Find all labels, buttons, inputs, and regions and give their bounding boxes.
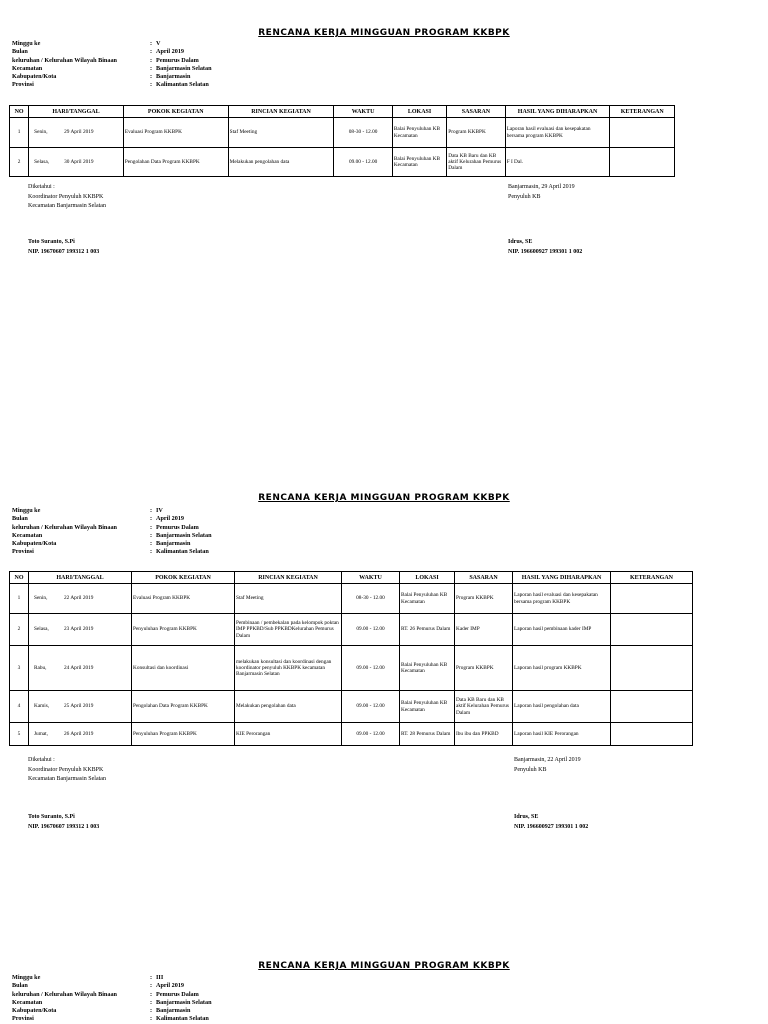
info-label: Kabupaten/Kota — [12, 1007, 57, 1015]
cell-rincian: melakukan konsultasi dan koordinasi dengan koordinator penyuluh KKBPK kecamatan Banjarmasin Selatan — [235, 646, 342, 691]
cell-hasil: Laporan hasil evaluasi dan kesepakatan bersama program KKBPK — [505, 118, 610, 148]
column-header: NO — [10, 572, 29, 584]
cell-keterangan — [611, 646, 693, 691]
column-header: RINCIAN KEGIATAN — [228, 106, 334, 118]
cell-keterangan — [611, 614, 693, 646]
cell-rincian: Staf Meeting — [235, 584, 342, 614]
info-block: Minggu ke : V Bulan : April 2019 keluruhan / Kelurahan Wilayah Binaan : Pemurus Dalam Kecamatan : Banjarmasin Selatan Kabupaten/Kota : Banjarmasin Provinsi : Kalimantan Selatan — [12, 40, 212, 89]
cell-hasil: Laporan hasil pengolahan data — [513, 691, 611, 723]
info-label: Provinsi — [12, 548, 34, 556]
info-value: Banjarmasin Selatan — [156, 64, 212, 72]
column-header: WAKTU — [342, 572, 400, 584]
info-label: Kecamatan — [12, 998, 43, 1006]
cell-pokok: Pengolahan Data Program KKBPK — [132, 691, 235, 723]
cell-sasaran: Data KB Baru dan KB aktif Kelurahan Pemurus Dalam — [447, 148, 505, 177]
cell-no: 2 — [10, 148, 29, 177]
cell-sasaran: Data KB Baru dan KB aktif Kelurahan Pemurus Dalam — [455, 691, 513, 723]
cell-lokasi: RT. 26 Pemurus Dalam — [400, 614, 455, 646]
table-row — [10, 723, 693, 746]
cell-waktu: 08-30 - 12.00 — [342, 584, 400, 614]
cell-lokasi: Balai Penyuluhan KB Kecamatan — [392, 118, 446, 148]
info-value: April 2019 — [156, 48, 185, 56]
info-value: Banjarmasin — [156, 1007, 191, 1015]
cell-date: Selasa, 23 April 2019 — [29, 614, 132, 646]
column-header: NO — [10, 106, 29, 118]
cell-hasil: Laporan hasil evaluasi dan kesepakatan bersama program KKBPK — [513, 584, 611, 614]
info-value: Kalimantan Selatan — [156, 1015, 209, 1023]
cell-rincian: Pembinaan / pembekalan pada kelompok poktan IMP PPKBD/Sub PPKBDKelurahan Pemurus Dalam — [235, 614, 342, 646]
column-header: SASARAN — [447, 106, 505, 118]
signature-left-name: Toto Suranto, S.Pi NIP. 19670607 199312 1 003 — [28, 814, 100, 830]
cell-waktu: 09.00 - 12.00 — [342, 614, 400, 646]
cell-sasaran: Kader IMP — [455, 614, 513, 646]
cell-rincian: Melakukan pengolahan data — [228, 148, 334, 177]
cell-pokok: Pengolahan Data Program KKBPK — [123, 148, 228, 177]
cell-lokasi: Balai Penyuluhan KB Kecamatan — [400, 584, 455, 614]
info-label: Minggu ke — [12, 974, 41, 981]
column-header: WAKTU — [334, 106, 392, 118]
cell-no: 1 — [10, 584, 29, 614]
info-value: Banjarmasin — [156, 540, 191, 548]
info-label: Bulan — [12, 982, 28, 990]
info-label: Kabupaten/Kota — [12, 73, 57, 81]
table-header-row — [10, 572, 693, 584]
cell-pokok: Evaluasi Program KKBPK — [132, 584, 235, 614]
table-row — [10, 614, 693, 646]
cell-keterangan — [611, 691, 693, 723]
info-value: IV — [156, 507, 163, 514]
info-value: Pemurus Dalam — [156, 56, 199, 64]
cell-sasaran: Program KKBPK — [447, 118, 505, 148]
cell-keterangan — [610, 148, 675, 177]
signature-right: Banjarmasin, 29 April 2019 Penyuluh KB — [508, 184, 575, 200]
column-header: RINCIAN KEGIATAN — [235, 572, 342, 584]
info-value: April 2019 — [156, 982, 185, 990]
info-value: Kalimantan Selatan — [156, 548, 209, 556]
info-value: Pemurus Dalam — [156, 990, 199, 998]
signature-right-name: Idrus, SE NIP. 196600927 199301 1 002 — [508, 239, 583, 255]
page-title: RENCANA KERJA MINGGUAN PROGRAM KKBPK — [258, 493, 510, 503]
signature-right-name: Idrus, SE NIP. 196600927 199301 1 002 — [514, 814, 589, 830]
cell-waktu: 09.00 - 12.00 — [342, 691, 400, 723]
info-label: Provinsi — [12, 1015, 34, 1023]
cell-rincian: KIE Perorangan — [235, 723, 342, 746]
cell-waktu: 09.00 - 12.00 — [342, 723, 400, 746]
info-label: Bulan — [12, 515, 28, 523]
cell-hasil: Laporan hasil KIE Perorangan — [513, 723, 611, 746]
cell-hasil: F I Dal. — [505, 148, 610, 177]
cell-keterangan — [610, 118, 675, 148]
info-value: Banjarmasin Selatan — [156, 531, 212, 539]
cell-date: Kamis, 25 April 2019 — [29, 691, 132, 723]
page-title: RENCANA KERJA MINGGUAN PROGRAM KKBPK — [258, 28, 510, 38]
info-value: Pemurus Dalam — [156, 523, 199, 531]
cell-hasil: Laporan hasil pembinaan kader IMP — [513, 614, 611, 646]
signature-right: Banjarmasin, 22 April 2019 Penyuluh KB — [514, 757, 581, 773]
cell-no: 1 — [10, 118, 29, 148]
cell-keterangan — [611, 723, 693, 746]
info-value: Banjarmasin — [156, 73, 191, 81]
cell-pokok: Konsultasi dan koordinasi — [132, 646, 235, 691]
table-row — [10, 691, 693, 723]
cell-waktu: 09.00 - 12.00 — [342, 646, 400, 691]
cell-pokok: Evaluasi Program KKBPK — [123, 118, 228, 148]
column-header: LOKASI — [400, 572, 455, 584]
column-header: HARI/TANGGAL — [29, 572, 132, 584]
info-label: keluruhan / Kelurahan Wilayah Binaan — [12, 523, 117, 531]
cell-date: Selasa, 30 April 2019 — [29, 148, 124, 177]
signature-left: Diketahui : Koordinator Penyuluh KKBPK Kecamatan Banjarmasin Selatan — [28, 184, 106, 209]
weekly-plan-table — [9, 571, 693, 746]
column-header: KETERANGAN — [611, 572, 693, 584]
cell-waktu: 08-30 - 12.00 — [334, 118, 392, 148]
info-label: Kabupaten/Kota — [12, 540, 57, 548]
cell-lokasi: RT. 28 Pemurus Dalam — [400, 723, 455, 746]
column-header: LOKASI — [392, 106, 446, 118]
info-label: Minggu ke — [12, 40, 41, 47]
cell-lokasi: Balai Penyuluhan KB Kecamatan — [400, 646, 455, 691]
info-value: III — [156, 974, 164, 981]
info-label: Kecamatan — [12, 64, 43, 72]
table-header-row — [10, 106, 675, 118]
column-header: POKOK KEGIATAN — [123, 106, 228, 118]
cell-lokasi: Balai Penyuluhan KB Kecamatan — [392, 148, 446, 177]
info-value: April 2019 — [156, 515, 185, 523]
table-row — [10, 646, 693, 691]
signature-left: Diketahui : Koordinator Penyuluh KKBPK Kecamatan Banjarmasin Selatan — [28, 757, 106, 782]
info-block: Minggu ke : III Bulan : April 2019 keluruhan / Kelurahan Wilayah Binaan : Pemurus Dalam Kecamatan : Banjarmasin Selatan Kabupaten/Kota : Banjarmasin Provinsi : Kalimantan Selatan — [12, 974, 212, 1023]
cell-sasaran: Program KKBPK — [455, 646, 513, 691]
info-value: Banjarmasin Selatan — [156, 998, 212, 1006]
cell-rincian: Melakukan pengolahan data — [235, 691, 342, 723]
table-row — [10, 148, 675, 177]
info-value: V — [156, 40, 161, 47]
info-label: Provinsi — [12, 81, 34, 89]
signature-left-name: Toto Suranto, S.Pi NIP. 19670607 199312 1 003 — [28, 239, 100, 255]
info-label: Minggu ke — [12, 507, 41, 514]
cell-sasaran: Program KKBPK — [455, 584, 513, 614]
info-label: Bulan — [12, 48, 28, 56]
cell-date: Rabu, 24 April 2019 — [29, 646, 132, 691]
info-label: keluruhan / Kelurahan Wilayah Binaan — [12, 56, 117, 64]
table-row — [10, 118, 675, 148]
info-block: Minggu ke : IV Bulan : April 2019 keluruhan / Kelurahan Wilayah Binaan : Pemurus Dalam Kecamatan : Banjarmasin Selatan Kabupaten/Kota : Banjarmasin Provinsi : Kalimantan Selatan — [12, 507, 212, 556]
column-header: HARI/TANGGAL — [29, 106, 124, 118]
weekly-plan-table — [9, 105, 675, 177]
cell-date: Senin, 29 April 2019 — [29, 118, 124, 148]
cell-no: 3 — [10, 646, 29, 691]
column-header: HASIL YANG DIHARAPKAN — [513, 572, 611, 584]
column-header: KETERANGAN — [610, 106, 675, 118]
column-header: POKOK KEGIATAN — [132, 572, 235, 584]
cell-waktu: 09.00 - 12.00 — [334, 148, 392, 177]
cell-pokok: Penyuluhan Program KKBPK — [132, 723, 235, 746]
cell-date: Senin, 22 April 2019 — [29, 584, 132, 614]
cell-pokok: Penyuluhan Program KKBPK — [132, 614, 235, 646]
cell-hasil: Laporan hasil program KKBPK — [513, 646, 611, 691]
cell-no: 2 — [10, 614, 29, 646]
cell-no: 4 — [10, 691, 29, 723]
cell-lokasi: Balai Penyuluhan KB Kecamatan — [400, 691, 455, 723]
info-value: Kalimantan Selatan — [156, 81, 209, 89]
column-header: HASIL YANG DIHARAPKAN — [505, 106, 610, 118]
column-header: SASARAN — [455, 572, 513, 584]
cell-date: Jumat, 26 April 2019 — [29, 723, 132, 746]
cell-keterangan — [611, 584, 693, 614]
page-title: RENCANA KERJA MINGGUAN PROGRAM KKBPK — [258, 961, 510, 971]
cell-sasaran: Ibu ibu dan PPKBD — [455, 723, 513, 746]
table-row — [10, 584, 693, 614]
cell-rincian: Staf Meeting — [228, 118, 334, 148]
info-label: Kecamatan — [12, 531, 43, 539]
cell-no: 5 — [10, 723, 29, 746]
info-label: keluruhan / Kelurahan Wilayah Binaan — [12, 990, 117, 998]
